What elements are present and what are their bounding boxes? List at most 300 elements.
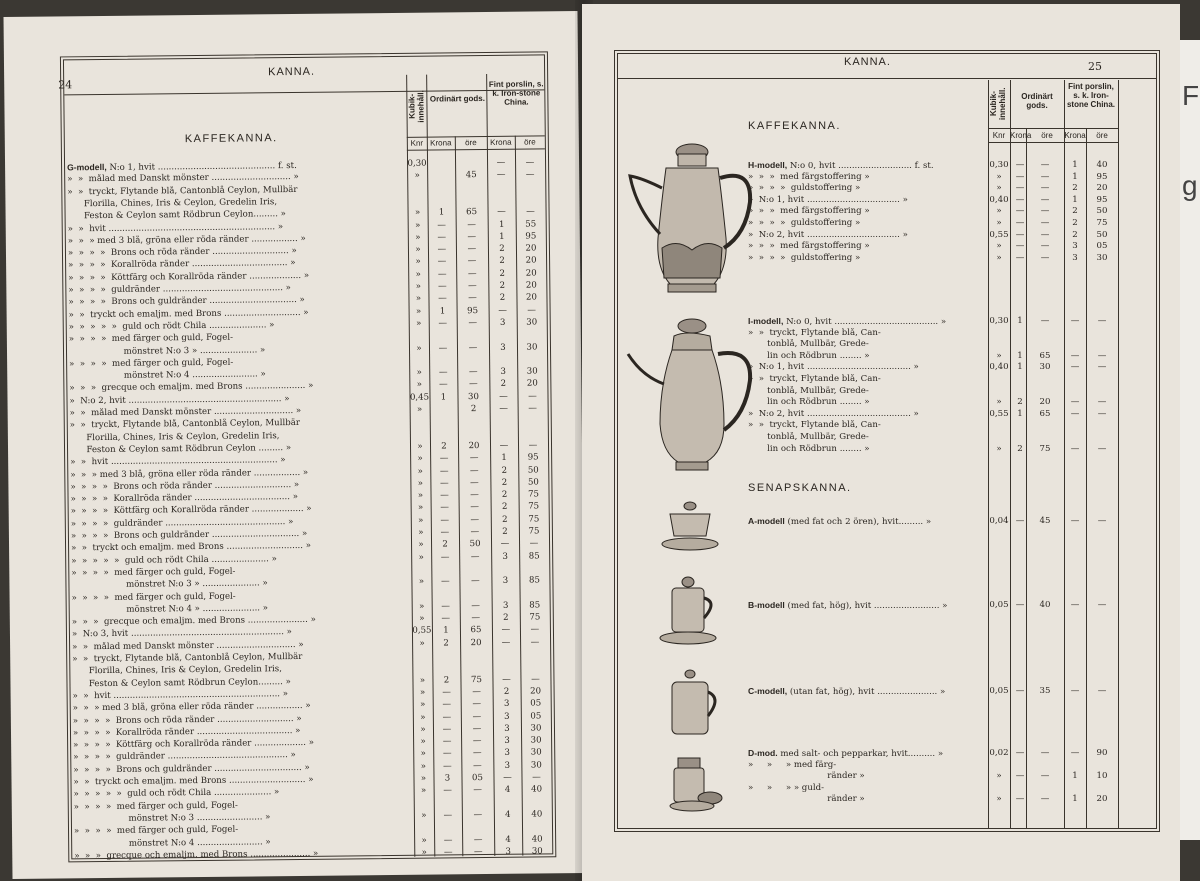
price-cell-oo: — [1040, 218, 1050, 228]
row-description: » » tryckt, Flytande blå, Can- [748, 374, 881, 384]
table-row [748, 600, 986, 611]
price-cell-k: » [416, 367, 422, 378]
row-description: » » » » Brons och guldränder ................................ » [70, 528, 308, 542]
row-description: » » » med färgstoffering » [748, 241, 870, 252]
price-cell-oo: 30 [467, 391, 480, 402]
price-cell-fk: — [1070, 686, 1080, 696]
row-description: » » tryckt, Flytande blå, Can- [748, 327, 881, 338]
price-cell-k: 0,05 [989, 686, 1009, 696]
price-cell-oo: — [1040, 171, 1050, 182]
price-cell-oo: — [1040, 316, 1050, 326]
price-cell-oo: 05 [471, 773, 484, 784]
price-cell-ok: — [443, 834, 453, 845]
price-cell-k: 0,55 [412, 625, 432, 637]
row-description: » » » » Brons och guldränder ................................ » [73, 762, 310, 776]
price-cell-fk: 3 [502, 551, 508, 562]
price-cell-fo: 40 [531, 833, 543, 845]
price-cell-fk: 3 [500, 342, 506, 353]
price-cell-ok: — [440, 551, 450, 563]
price-cell-oo: 45 [465, 170, 477, 181]
price-cell-fk: — [502, 674, 511, 685]
price-cell-oo: — [1040, 748, 1050, 758]
price-cell-oo: — [1040, 252, 1050, 263]
left-page: 24 KANNA. Kubik-innehåll. Ordinärt gods. Fint porslin, s. k. Iron-stone China. Knr Krona öre Krona öre KAFFEKANNA. G-modell, N:o 1, hvit ........................................... f. st. 0,30 — — » » målad med Danskt mönster ............................. » » 45 — — » » tryckt, Flytande blå, Cantonblå Ceylon, Mullbär Florilla, Chines, Iris & Ceylon, Gredelin Iris, Feston & Ceylon samt Rödbrun Ceylon......... » » 1 65 — — » » hvit ............................................................. » » — — 1 55 » » » med 3 blå, gröna eller röda ränder ................. » » — — 1 95 » » » » Brons och röda ränder ............................ » » — — 2 20 » » » » Korallröda ränder ................................... » » — — 2 20 » » » » Köttfärg och Korallröda ränder ................... » » — — 2 20 » » » » guldränder ............................................ » » — — 2 20 » » » » Brons och guldränder ................................ » » — — 2 20 » » tryckt och emaljm. med Brons ............................ » » 1 95 — — » » » » » guld och rödt Chila ..................... » » — — 3 30 » » » » med färger och guld, Fogel- mönstret N:o 3 » ..................... » » — — 3 30 » » » » med färger och guld, Fogel- mönstret N:o 4 ........................ » » — — 3 30 » » » grecque och emaljm. med Brons ...................... » » — — 2 20 » N:o 2, hvit ........................................................ » 0,45 1 30 — — » » målad med Danskt mönster ............................. » » 2 — — » » tryckt, Flytande blå, Cantonblå Ceylon, Mullbär Florilla, Chines, Iris & Ceylon, Gredelin Iris, Feston & Ceylon samt Rödbrun Ceylon ......... » » 2 20 — — » » hvit ............................................................. » » — — 1 95 » » » med 3 blå, gröna eller röda ränder ................. » » — — 2 50 » » » » Brons och röda ränder ............................ » » — — 2 50 » » » » Korallröda ränder ................................... » » — — 2 75 » » » » Köttfärg och Korallröda ränder ................... » » — — 2 75 » » » » guldränder ............................................ » » — — 2 75 » » » » Brons och guldränder ................................ » » — — 2 75 » » tryckt och emaljm. med Brons ............................ » » 2 50 — — » » » » » guld och rödt Chila ..................... » » — — 3 85 » » » » med färger och guld, Fogel- mönstret N:o 3 » ..................... » » — — 3 85 » » » » med färger och guld, Fogel- mönstret N:o 4 » ..................... » » — — 3 85 » » » grecque och emaljm. med Brons ...................... » » — — 2 75 » N:o 3, hvit ........................................................ » 0,55 1 65 — — » » målad med Danskt mönster ............................. » » 2 20 — — » » tryckt, Flytande blå, Cantonblå Ceylon, Mullbär Florilla, Chines, Iris & Ceylon, Gredelin Iris, Feston & Ceylon samt Rödbrun Ceylon......... » » 2 75 — — » » hvit ............................................................. » » — — 2 20 » » » med 3 blå, gröna eller röda ränder ................. » » — — 3 05 » » » » Brons och röda ränder ............................ » » — — 3 05 » » » » Korallröda ränder ................................... » » — — 3 30 » » » » Köttfärg och Korallröda ränder ................... » » — — 3 30 » » » » guldränder ............................................ » » — — 3 30 » » » » Brons och guldränder ................................ » » — — 3 30 » » tryckt och emaljm. med Brons ............................ » » 3 05 — — » » » » » guld och rödt Chila ..................... » » — — 4 40 » » » » med färger och guld, Fogel- mönstret N:o 3 ........................ » » — — 4 40 » » » » med färger och guld, Fogel- mönstret N:o 4 ........................ » » — — 4 40 » » » grecque och emaljm. med Brons ...................... » » — — 3 30 [4, 11, 587, 879]
price-cell-fo: 85 [528, 551, 540, 562]
price-cell-oo: — [472, 748, 482, 759]
price-cell-fk: — [1070, 600, 1080, 610]
price-cell-fo: — [1097, 600, 1107, 610]
row-description: » » tryckt och emaljm. med Brons ............................ » [68, 307, 309, 320]
price-cell-fk: — [1070, 408, 1080, 419]
model-label: A-modell [748, 516, 785, 526]
price-cell-k: » [996, 397, 1002, 408]
row-description: ränder » [748, 794, 865, 805]
row-description: » » » » guldstoffering » [748, 252, 861, 263]
price-cell-ok: — [1015, 686, 1025, 696]
price-cell-fo: 40 [1096, 160, 1108, 170]
price-cell-fo: 20 [525, 292, 537, 303]
row-description: » N:o 1, hvit ...................................... » [748, 362, 919, 373]
price-cell-fo: 75 [528, 501, 540, 512]
price-cell-fo: 20 [1096, 183, 1108, 194]
price-cell-fo: 75 [1096, 218, 1108, 228]
price-cell-k: 0,45 [409, 392, 430, 403]
row-description: » » hvit ............................................................. » [72, 688, 289, 702]
price-cell-fk: — [1070, 397, 1080, 408]
price-cell-oo: — [469, 453, 479, 464]
price-cell-fo: 20 [525, 255, 537, 266]
price-cell-k: » [420, 712, 426, 723]
price-cell-ok: 2 [443, 638, 449, 649]
row-description: mönstret N:o 3 » ..................... » [68, 344, 266, 357]
price-cell-k: » [419, 613, 425, 624]
price-cell-fo: 20 [530, 686, 542, 697]
price-cell-ok: 1 [439, 306, 446, 317]
price-cell-fk: — [498, 305, 507, 316]
price-cell-fo: — [532, 772, 541, 783]
col-fint: Fint porslin, s. k. Iron-stone China. [488, 79, 544, 107]
price-cell-k: » [419, 687, 426, 698]
price-cell-fk: 2 [501, 502, 508, 513]
price-cell-fk: — [501, 637, 511, 648]
price-cell-oo: — [468, 317, 478, 329]
row-description: » » » » » guld och rödt Chila ..................... » [68, 320, 275, 333]
row-description: » » » med färgstoffering » [748, 206, 870, 217]
price-cell-k: 0,30 [989, 316, 1009, 326]
price-cell-k: » [417, 466, 423, 477]
price-cell-oo: 65 [470, 625, 482, 636]
price-cell-fk: 3 [1072, 241, 1078, 252]
price-cell-oo: — [470, 502, 480, 513]
price-cell-oo: — [1040, 229, 1050, 240]
price-cell-k: » [417, 478, 424, 489]
row-description: (utan fat, hög), hvit ...................... » [789, 687, 946, 697]
price-cell-oo: — [1040, 206, 1050, 217]
coffee-pot-h-model-illustration [622, 138, 762, 298]
price-cell-fk: — [1070, 516, 1080, 526]
price-cell-fo: 30 [526, 366, 538, 377]
price-cell-ok: 3 [444, 773, 451, 784]
row-description: » » » » guldstoffering » [748, 218, 861, 228]
row-description: » » » grecque och emaljm. med Brons ...................... » [69, 381, 314, 394]
mustard-pot-c-illustration [664, 668, 724, 742]
row-description: » » » » med färger och guld, Fogel- [73, 800, 238, 812]
table-row [748, 160, 986, 171]
price-cell-oo: 2 [470, 404, 477, 415]
price-cell-fk: — [500, 539, 510, 550]
price-cell-fk: 1 [1072, 771, 1078, 782]
price-cell-k: 0,02 [989, 748, 1009, 758]
row-description: » » » » guldränder ............................................ » [68, 283, 291, 296]
price-cell-oo: 20 [1039, 397, 1051, 408]
row-description: mönstret N:o 4 ........................ » [69, 369, 266, 382]
row-description: Feston & Ceylon samt Rödbrun Ceylon......... » [72, 676, 291, 689]
price-cell-ok: 2 [441, 441, 447, 452]
price-cell-fk: 1 [499, 231, 505, 242]
price-cell-fo: 75 [528, 526, 540, 537]
price-cell-fo: 20 [525, 280, 537, 291]
price-cell-ok: — [437, 244, 447, 255]
price-cell-oo: — [470, 514, 480, 525]
row-description: ränder » [748, 771, 865, 782]
price-cell-k: » [418, 515, 424, 526]
model-label: G-modell, [67, 161, 107, 173]
row-description: » N:o 2, hvit ........................................................ » [69, 393, 290, 407]
table-row [748, 328, 986, 339]
price-cell-k: » [996, 771, 1002, 782]
price-cell-fk: 2 [1072, 206, 1078, 217]
row-description: » » » » guldränder ............................................ » [73, 750, 296, 763]
price-cell-fk: 3 [504, 760, 511, 771]
price-cell-oo: — [470, 477, 479, 488]
row-description: » » » med färgstoffering » [748, 171, 870, 182]
table-row [748, 316, 986, 327]
price-cell-fo: — [528, 391, 537, 402]
table-row [748, 351, 986, 362]
price-cell-fk: — [496, 157, 506, 168]
price-cell-ok: — [441, 576, 450, 587]
price-cell-ok: — [437, 256, 447, 267]
price-cell-fk: 2 [499, 256, 505, 267]
price-cell-k: » [420, 761, 427, 772]
running-head: KANNA. [268, 65, 316, 79]
price-cell-k: » [420, 736, 426, 747]
section-title: KAFFEKANNA. [184, 132, 278, 146]
page-number: 24 [58, 78, 73, 92]
price-cell-fk: 2 [499, 243, 505, 254]
price-cell-k: » [416, 343, 422, 354]
price-cell-oo: 75 [1039, 443, 1051, 454]
row-description: » » » » Köttfärg och Korallröda ränder ................... » [68, 270, 310, 284]
price-cell-k: » [415, 269, 421, 280]
price-cell-ok: — [439, 465, 449, 476]
price-cell-k: » [415, 293, 422, 305]
row-description: mönstret N:o 3 » ..................... » [71, 578, 268, 591]
row-description: N:o 0, hvit ...................................... » [786, 317, 947, 327]
row-description: » » » » Korallröda ränder ................................... » [72, 725, 301, 739]
price-cell-oo: — [1040, 183, 1050, 194]
price-cell-ok: — [443, 810, 453, 821]
price-cell-k: » [421, 810, 427, 821]
price-cell-k: » [420, 773, 427, 784]
row-description: Florilla, Chines, Iris & Ceylon, Gredelin Iris, [69, 430, 280, 443]
row-description: » » » » Köttfärg och Korallröda ränder ................... » [73, 737, 315, 751]
price-cell-oo: — [472, 686, 481, 698]
price-cell-oo: — [472, 711, 482, 722]
price-cell-oo: — [467, 219, 477, 230]
price-cell-oo: 40 [1039, 600, 1051, 610]
price-cell-ok: — [437, 219, 447, 230]
table-row [748, 397, 986, 408]
price-cell-fk: 3 [504, 723, 510, 734]
price-cell-fk: 3 [502, 600, 509, 611]
model-label: I-modell, [748, 316, 784, 326]
table-row [748, 783, 986, 794]
price-cell-k: » [414, 207, 421, 218]
price-cell-oo: 75 [470, 674, 482, 685]
row-description: » » hvit ............................................................. » [67, 221, 284, 234]
row-description: tonblå, Mullbär, Grede- [748, 385, 869, 396]
price-cell-fk: 3 [504, 735, 510, 746]
row-description: » » » » med färger och guld, Fogel- [73, 824, 239, 837]
price-cell-fk: — [1070, 362, 1080, 373]
price-cell-k: » [419, 638, 425, 649]
row-description: » » » » Brons och röda ränder ............................ » [72, 713, 302, 726]
price-cell-fk: 3 [499, 317, 506, 328]
price-cell-k: » [418, 576, 425, 587]
price-cell-k: 0,30 [989, 160, 1009, 170]
price-cell-ok: — [438, 342, 448, 353]
row-description: » N:o 3, hvit ........................................................ » [71, 627, 292, 640]
model-label: D-mod. [748, 748, 778, 758]
price-cell-k: » [421, 835, 427, 846]
row-description: » » » » guldstoffering » [748, 183, 861, 194]
price-cell-ok: 1 [1017, 316, 1023, 326]
price-cell-ok: 1 [1017, 408, 1023, 419]
price-cell-fk: 4 [504, 785, 511, 796]
row-description: » N:o 2, hvit .................................. » [748, 229, 908, 240]
price-cell-ok: — [440, 527, 450, 538]
price-cell-fo: 75 [528, 489, 540, 500]
price-cell-oo: 65 [1039, 408, 1051, 419]
price-cell-fo: 75 [528, 514, 540, 525]
row-description: » » » » med färger och guld, Fogel- [71, 566, 236, 579]
price-cell-fk: — [503, 772, 512, 783]
price-cell-k: » [415, 306, 422, 317]
price-cell-k: » [416, 380, 423, 391]
table-row [748, 432, 986, 443]
price-cell-fo: — [529, 538, 539, 549]
col-kubik: Kubik-innehåll. [989, 87, 1007, 121]
table-row [748, 771, 986, 782]
col-ordinart: Ordinärt gods. [1021, 92, 1053, 110]
price-cell-ok: 2 [1017, 397, 1023, 408]
price-cell-ok: 1 [1017, 350, 1023, 361]
price-cell-fo: — [1097, 362, 1107, 373]
row-description: med salt- och pepparkar, hvit.......... » [780, 749, 944, 759]
price-cell-fk: 2 [501, 465, 508, 476]
row-description: tonblå, Mullbär, Grede- [748, 339, 869, 350]
price-cell-ok: — [1015, 748, 1025, 758]
price-cell-fo: — [1097, 350, 1107, 361]
price-cell-ok: — [1015, 218, 1025, 228]
price-cell-fo: — [527, 305, 536, 316]
price-cell-oo: — [470, 527, 480, 538]
price-cell-k: » [421, 847, 427, 858]
row-description: Florilla, Chines, Iris & Ceylon, Gredelin Iris, [67, 197, 278, 210]
price-cell-fk: 2 [1072, 183, 1078, 194]
price-cell-oo: 20 [468, 440, 480, 452]
row-description: mönstret N:o 4 » ..................... » [71, 603, 269, 616]
price-cell-k: » [996, 350, 1002, 361]
price-cell-fk: — [497, 206, 506, 218]
price-cell-ok: — [1015, 600, 1025, 610]
price-cell-fo: 95 [527, 452, 539, 463]
price-cell-fk: — [499, 440, 509, 451]
price-cell-ok: — [1015, 794, 1025, 805]
price-cell-fo: 50 [527, 464, 539, 476]
row-description: » » » » Korallröda ränder ................................... » [70, 492, 299, 505]
price-cell-k: » [417, 490, 424, 501]
row-description: » » » med färg- [748, 759, 837, 770]
next-page-edge: F g [1180, 40, 1200, 840]
row-description: Feston & Ceylon samt Rödbrun Ceylon ......... » [69, 442, 292, 456]
price-cell-k: » [996, 218, 1002, 228]
price-cell-fo: 90 [1096, 748, 1108, 758]
row-description: » » » grecque och emaljm. med Brons ...................... » [74, 848, 319, 862]
table-row [748, 253, 986, 264]
price-cell-fo: 30 [530, 747, 542, 758]
price-cell-ok: — [441, 601, 451, 612]
price-cell-fo: 30 [1096, 252, 1108, 263]
price-cell-k: 0,40 [989, 362, 1009, 373]
price-cell-fk: — [496, 170, 506, 181]
row-description: lin och Rödbrun ........ » [748, 350, 870, 361]
price-cell-ok: — [442, 724, 452, 735]
col-kubik: Kubik-innehåll. [407, 90, 426, 123]
row-description: » » » » Brons och röda ränder ............................ » [70, 479, 300, 493]
price-cell-k: » [417, 453, 423, 464]
row-description: » » tryckt och emaljm. med Brons ............................ » [73, 774, 314, 788]
price-cell-fk: — [499, 403, 508, 414]
price-cell-fo: 85 [529, 600, 541, 611]
price-cell-oo: — [467, 231, 477, 242]
right-page: KANNA. 25 Kubik-innehåll. Ordinärt gods. Fint porslin, s. k. Iron-stone China. Knr Krona öre Krona öre KAFFEKANNA. SENAPSKANNA. H-modell, N:o 0, hvit ........................... f. st. 0,30 — — 1 40 » » » med färgstoffering » » — — 1 95 » » » » guldstoffering » » — — 2 20 » N:o 1, hvit .................................. » 0,40 — — 1 95 » » » med färgstoffering » » — — 2 50 » » » » guldstoffering » » — — 2 75 » N:o 2, hvit .................................. » 0,55 — — 2 50 » » » med färgstoffering » » — — 3 05 » » » » guldstoffering » » — — 3 30 I-modell, N:o 0, hvit ...................................... » 0,30 1 — — — » » tryckt, Flytande blå, Can- tonblå, Mullbär, Grede- lin och Rödbrun ........ » » 1 65 — — » N:o 1, hvit ...................................... » 0,40 1 30 — — » » tryckt, Flytande blå, Can- tonblå, Mullbär, Grede- lin och Rödbrun ........ » » 2 20 — — » N:o 2, hvit ...................................... » 0,55 1 65 — — » » tryckt, Flytande blå, Can- tonblå, Mullbär, Grede- lin och Rödbrun ........ » » 2 75 — — A-modell (med fat och 2 ören), hvit......... » 0,04 — 45 — — B-modell (med fat, hög), hvit ........................ » 0,05 — 40 — — C-modell, (utan fat, hög), hvit ...................... » 0,05 — 35 — — D-mod. med salt- och pepparkar, hvit.......... » 0,02 — — — 90 » » » med färg- ränder » » — — 1 10 » » » » guld- ränder » » — — 1 20 [582, 4, 1180, 881]
price-cell-k: 0,30 [407, 158, 427, 169]
row-description: » N:o 2, hvit ...................................... » [748, 408, 919, 419]
price-cell-ok: — [442, 711, 452, 722]
price-cell-ok: — [441, 613, 451, 624]
price-cell-oo: — [472, 699, 482, 710]
price-cell-k: » [996, 794, 1002, 805]
price-cell-ok: — [1015, 252, 1025, 263]
price-cell-fo: 50 [527, 477, 539, 488]
col-fint: Fint porslin, s. k. Iron-stone China. [1066, 82, 1115, 109]
price-cell-fk: 2 [499, 280, 506, 291]
price-cell-ok: — [1015, 183, 1025, 194]
price-cell-fo: 30 [531, 846, 543, 857]
price-cell-fk: 2 [500, 379, 507, 390]
row-description: lin och Rödbrun ........ » [748, 397, 870, 408]
page-number: 25 [1088, 60, 1102, 73]
row-description: » » » » guldränder ............................................ » [70, 516, 294, 530]
price-cell-ok: 1 [1017, 362, 1023, 373]
price-cell-oo: — [1040, 194, 1050, 205]
price-cell-oo: 65 [1039, 350, 1051, 361]
price-cell-ok: — [440, 478, 449, 489]
price-cell-fk: 3 [503, 698, 510, 710]
price-cell-k: » [996, 206, 1002, 217]
model-label: H-modell, [748, 160, 788, 170]
row-description: » » » » med färger och guld, Fogel- [69, 357, 234, 370]
price-cell-k: » [415, 244, 421, 255]
row-description: » » målad med Danskt mönster ............................. » [67, 172, 299, 185]
price-cell-k: » [417, 503, 424, 514]
price-cell-ok: — [443, 761, 452, 772]
row-description: » » » » med färger och guld, Fogel- [71, 591, 236, 603]
price-cell-oo: — [469, 379, 478, 390]
price-cell-oo: — [1040, 771, 1050, 782]
row-description: (med fat, hög), hvit ........................ » [787, 601, 948, 611]
price-cell-oo: — [1040, 241, 1050, 252]
row-description: Florilla, Chines, Iris & Ceylon, Gredelin Iris, [72, 664, 282, 677]
price-cell-ok: — [1015, 241, 1025, 252]
row-description: » » » » guld- [748, 782, 825, 793]
row-description: » » målad med Danskt mönster ............................. » [69, 405, 302, 419]
price-cell-fk: — [1070, 316, 1080, 326]
price-cell-oo: 65 [466, 207, 478, 218]
price-cell-fo: — [1097, 443, 1107, 454]
price-cell-fk: — [1070, 748, 1080, 758]
row-description: N:o 1, hvit ........................................... f. st. [109, 160, 297, 173]
price-cell-fo: — [1097, 516, 1107, 526]
price-cell-ok: 1 [443, 625, 449, 636]
price-cell-k: » [420, 749, 426, 760]
price-cell-oo: 20 [470, 637, 482, 648]
price-cell-oo: — [473, 785, 482, 796]
price-cell-ok: — [1015, 194, 1025, 205]
row-description: » » » » » guld och rödt Chila ..................... » [73, 787, 280, 800]
coffee-pot-i-model-illustration [626, 314, 760, 474]
price-cell-ok: — [438, 367, 448, 378]
price-cell-fk: 2 [501, 477, 508, 488]
price-cell-ok: 1 [438, 207, 445, 218]
price-cell-fo: — [525, 157, 535, 168]
price-cell-fo: 95 [1096, 171, 1108, 182]
price-cell-k: 0,04 [989, 516, 1009, 526]
table-row [748, 183, 986, 194]
price-cell-oo: — [471, 576, 480, 587]
price-cell-k: » [996, 171, 1002, 182]
price-cell-fk: 2 [499, 268, 506, 279]
price-cell-k: 0,05 [989, 600, 1009, 610]
price-cell-ok: — [1015, 229, 1025, 240]
model-label: B-modell [748, 600, 785, 610]
table-row [748, 241, 986, 252]
price-cell-oo: — [467, 244, 477, 255]
price-cell-fk: 4 [505, 834, 511, 845]
price-cell-oo: — [472, 736, 482, 747]
price-cell-fk: 2 [502, 526, 508, 537]
price-cell-fk: 2 [501, 489, 508, 500]
row-description: » » » med 3 blå, gröna eller röda ränder ................. » [67, 233, 306, 247]
price-cell-k: » [996, 241, 1002, 252]
price-cell-k: » [419, 601, 425, 612]
price-cell-ok: — [443, 785, 452, 796]
price-cell-fk: 2 [503, 612, 509, 623]
price-cell-oo: — [473, 809, 483, 821]
price-cell-fk: 2 [502, 514, 508, 525]
